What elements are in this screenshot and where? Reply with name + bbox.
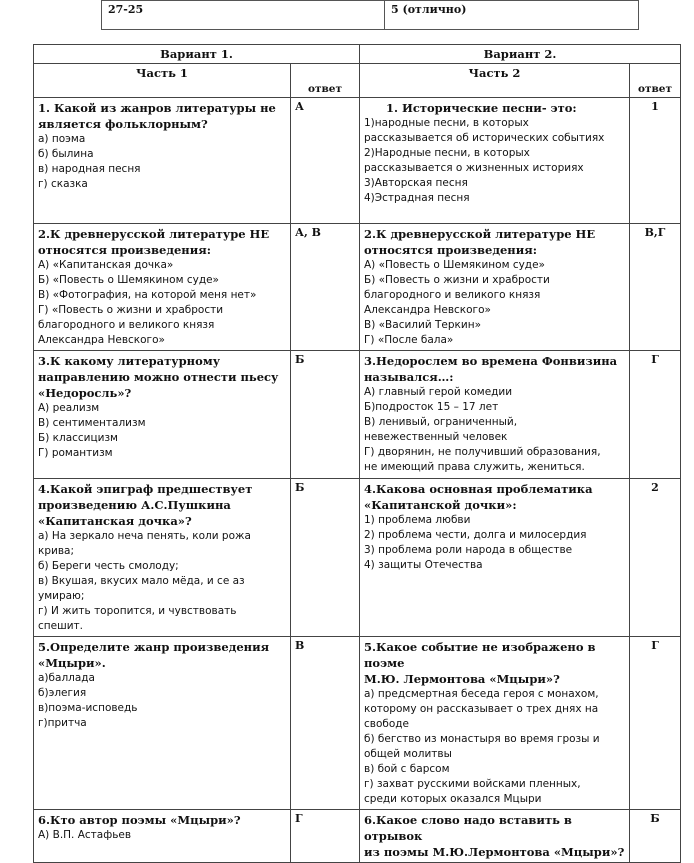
option-line: Г) «После бала» bbox=[364, 334, 454, 346]
question-line: направлению можно отнести пьесу bbox=[38, 370, 279, 384]
question-line: 3.К какому литературному bbox=[38, 354, 221, 368]
question-line: произведению А.С.Пушкина bbox=[38, 498, 231, 512]
question-line: 2.К древнерусской литературе НЕ bbox=[364, 227, 596, 241]
question-text bbox=[38, 481, 286, 529]
question-row bbox=[34, 810, 681, 863]
right-answer: Г bbox=[630, 637, 681, 810]
answer-options bbox=[38, 258, 286, 348]
question-line: «Капитанская дочка»? bbox=[38, 514, 192, 528]
option-line: 3)Авторская песня bbox=[364, 177, 468, 189]
option-line: в)поэма-исповедь bbox=[38, 702, 138, 714]
question-text bbox=[364, 812, 625, 860]
test-table bbox=[33, 44, 681, 863]
option-line: Б) «Повесть о Шемякином суде» bbox=[38, 274, 219, 286]
option-line: В) сентиментализм bbox=[38, 417, 146, 429]
question-row bbox=[34, 637, 681, 810]
variant2-answer-header: ответ bbox=[630, 64, 681, 98]
question-text bbox=[364, 639, 625, 687]
question-line: 5.Определите жанр произведения bbox=[38, 640, 270, 654]
question-text bbox=[38, 639, 286, 671]
option-line: в) Вкушая, вкусих мало мёда, и се аз bbox=[38, 575, 245, 587]
right-answer: В,Г bbox=[630, 224, 681, 351]
option-line: В) ленивый, ограниченный, bbox=[364, 416, 518, 428]
option-line: А) «Капитанская дочка» bbox=[38, 259, 174, 271]
option-line: Г) дворянин, не получивший образования, bbox=[364, 446, 601, 458]
answer-options bbox=[38, 529, 286, 634]
question-line: относятся произведения: bbox=[364, 243, 537, 257]
right-question-cell bbox=[360, 224, 630, 351]
option-line: Г) романтизм bbox=[38, 447, 113, 459]
option-line: г) сказка bbox=[38, 178, 88, 190]
option-line: В) «Василий Теркин» bbox=[364, 319, 481, 331]
question-text bbox=[364, 226, 625, 258]
left-question-cell bbox=[34, 351, 291, 479]
option-line: крива; bbox=[38, 545, 74, 557]
option-line: а)баллада bbox=[38, 672, 95, 684]
question-text bbox=[364, 100, 625, 116]
question-row bbox=[34, 98, 681, 224]
option-line: 2)Народные песни, в которых bbox=[364, 147, 530, 159]
option-line: г) захват русскими войсками пленных, bbox=[364, 778, 581, 790]
question-line: «Капитанской дочки»: bbox=[364, 498, 517, 512]
option-line: 4) защиты Отечества bbox=[364, 559, 483, 571]
question-line: 1. Исторические песни- это: bbox=[386, 101, 577, 115]
question-line: назывался…: bbox=[364, 370, 454, 384]
answer-options bbox=[38, 671, 286, 731]
left-question-cell bbox=[34, 98, 291, 224]
option-line: А) В.П. Астафьев bbox=[38, 829, 132, 841]
left-question-cell bbox=[34, 224, 291, 351]
question-text bbox=[364, 353, 625, 385]
question-line: 4.Какова основная проблематика bbox=[364, 482, 593, 496]
option-line: невежественный человек bbox=[364, 431, 508, 443]
option-line: 4)Эстрадная песня bbox=[364, 192, 470, 204]
option-line: Б)подросток 15 – 17 лет bbox=[364, 401, 499, 413]
right-question-cell bbox=[360, 810, 630, 863]
answer-options bbox=[364, 385, 625, 475]
option-line: г) И жить торопится, и чувствовать bbox=[38, 605, 237, 617]
question-text bbox=[38, 100, 286, 132]
question-line: является фольклорным? bbox=[38, 117, 208, 131]
right-answer: Г bbox=[630, 351, 681, 479]
option-line: А) «Повесть о Шемякином суде» bbox=[364, 259, 545, 271]
question-row bbox=[34, 351, 681, 479]
question-line: 4.Какой эпиграф предшествует bbox=[38, 482, 253, 496]
option-line: В) «Фотография, на которой меня нет» bbox=[38, 289, 257, 301]
option-line: рассказывается об исторических событиях bbox=[364, 132, 605, 144]
answer-options bbox=[364, 116, 625, 206]
right-answer: Б bbox=[630, 810, 681, 863]
variant2-part: Часть 2 bbox=[360, 64, 630, 98]
question-line: 3.Недорослем во времена Фонвизина bbox=[364, 354, 618, 368]
question-line: 5.Какое событие не изображено в поэме bbox=[364, 640, 596, 670]
question-text bbox=[38, 226, 286, 258]
option-line: 3) проблема роли народа в обществе bbox=[364, 544, 573, 556]
answer-options bbox=[364, 258, 625, 348]
option-line: рассказывается о жизненных историях bbox=[364, 162, 584, 174]
grade-value: 5 (отлично) bbox=[385, 1, 639, 30]
answer-options bbox=[364, 687, 625, 807]
question-line: 6.Какое слово надо вставить в отрывок bbox=[364, 813, 572, 843]
option-line: 1) проблема любви bbox=[364, 514, 471, 526]
variant1-answer-header: ответ bbox=[291, 64, 360, 98]
question-row bbox=[34, 224, 681, 351]
option-line: Б) классицизм bbox=[38, 432, 118, 444]
question-text bbox=[364, 481, 625, 513]
question-line: 6.Кто автор поэмы «Мцыри»? bbox=[38, 813, 241, 827]
left-question-cell bbox=[34, 810, 291, 863]
left-answer: А, В bbox=[291, 224, 360, 351]
question-line: относятся произведения: bbox=[38, 243, 211, 257]
grade-table bbox=[101, 0, 639, 30]
answer-options bbox=[38, 132, 286, 192]
option-line: благородного и великого князя bbox=[364, 289, 541, 301]
variant1-part: Часть 1 bbox=[34, 64, 291, 98]
option-line: умираю; bbox=[38, 590, 85, 602]
answer-options bbox=[38, 401, 286, 461]
left-answer: Б bbox=[291, 479, 360, 637]
right-answer: 2 bbox=[630, 479, 681, 637]
right-question-cell bbox=[360, 479, 630, 637]
option-line: б) былина bbox=[38, 148, 94, 160]
option-line: А) главный герой комедии bbox=[364, 386, 513, 398]
option-line: 2) проблема чести, долга и милосердия bbox=[364, 529, 587, 541]
option-line: А) реализм bbox=[38, 402, 100, 414]
option-line: благородного и великого князя bbox=[38, 319, 215, 331]
option-line: б)элегия bbox=[38, 687, 87, 699]
question-text bbox=[38, 353, 286, 401]
question-text bbox=[38, 812, 286, 828]
right-question-cell bbox=[360, 637, 630, 810]
option-line: г)притча bbox=[38, 717, 87, 729]
question-line: «Мцыри». bbox=[38, 656, 106, 670]
option-line: Б) «Повесть о жизни и храбрости bbox=[364, 274, 550, 286]
left-answer: В bbox=[291, 637, 360, 810]
question-line: «Недоросль»? bbox=[38, 386, 132, 400]
right-question-cell bbox=[360, 351, 630, 479]
option-line: среди которых оказался Мцыри bbox=[364, 793, 542, 805]
question-line: М.Ю. Лермонтова «Мцыри»? bbox=[364, 672, 560, 686]
question-line: 2.К древнерусской литературе НЕ bbox=[38, 227, 270, 241]
variant1-title: Вариант 1. bbox=[34, 45, 360, 64]
left-answer: А bbox=[291, 98, 360, 224]
answer-options bbox=[38, 828, 286, 843]
left-question-cell bbox=[34, 479, 291, 637]
right-answer: 1 bbox=[630, 98, 681, 224]
question-row bbox=[34, 479, 681, 637]
option-line: б) Береги честь смолоду; bbox=[38, 560, 179, 572]
option-line: общей молитвы bbox=[364, 748, 452, 760]
option-line: не имеющий права служить, жениться. bbox=[364, 461, 585, 473]
option-line: спешит. bbox=[38, 620, 83, 632]
option-line: в) бой с барсом bbox=[364, 763, 450, 775]
variant2-title: Вариант 2. bbox=[360, 45, 681, 64]
grade-range: 27-25 bbox=[102, 1, 385, 30]
option-line: свободе bbox=[364, 718, 410, 730]
option-line: Александра Невского» bbox=[364, 304, 491, 316]
left-answer: Г bbox=[291, 810, 360, 863]
option-line: а) предсмертная беседа героя с монахом, bbox=[364, 688, 599, 700]
option-line: Александра Невского» bbox=[38, 334, 165, 346]
left-answer: Б bbox=[291, 351, 360, 479]
left-question-cell bbox=[34, 637, 291, 810]
question-line: 1. Какой из жанров литературы не bbox=[38, 101, 276, 115]
option-line: которому он рассказывает о трех днях на bbox=[364, 703, 599, 715]
question-line: из поэмы М.Ю.Лермонтова «Мцыри»? bbox=[364, 845, 625, 859]
option-line: а) На зеркало неча пенять, коли рожа bbox=[38, 530, 251, 542]
right-question-cell bbox=[360, 98, 630, 224]
option-line: Г) «Повесть о жизни и храбрости bbox=[38, 304, 224, 316]
option-line: 1)народные песни, в которых bbox=[364, 117, 529, 129]
answer-options bbox=[364, 513, 625, 573]
option-line: в) народная песня bbox=[38, 163, 141, 175]
option-line: а) поэма bbox=[38, 133, 86, 145]
option-line: б) бегство из монастыря во время грозы и bbox=[364, 733, 600, 745]
